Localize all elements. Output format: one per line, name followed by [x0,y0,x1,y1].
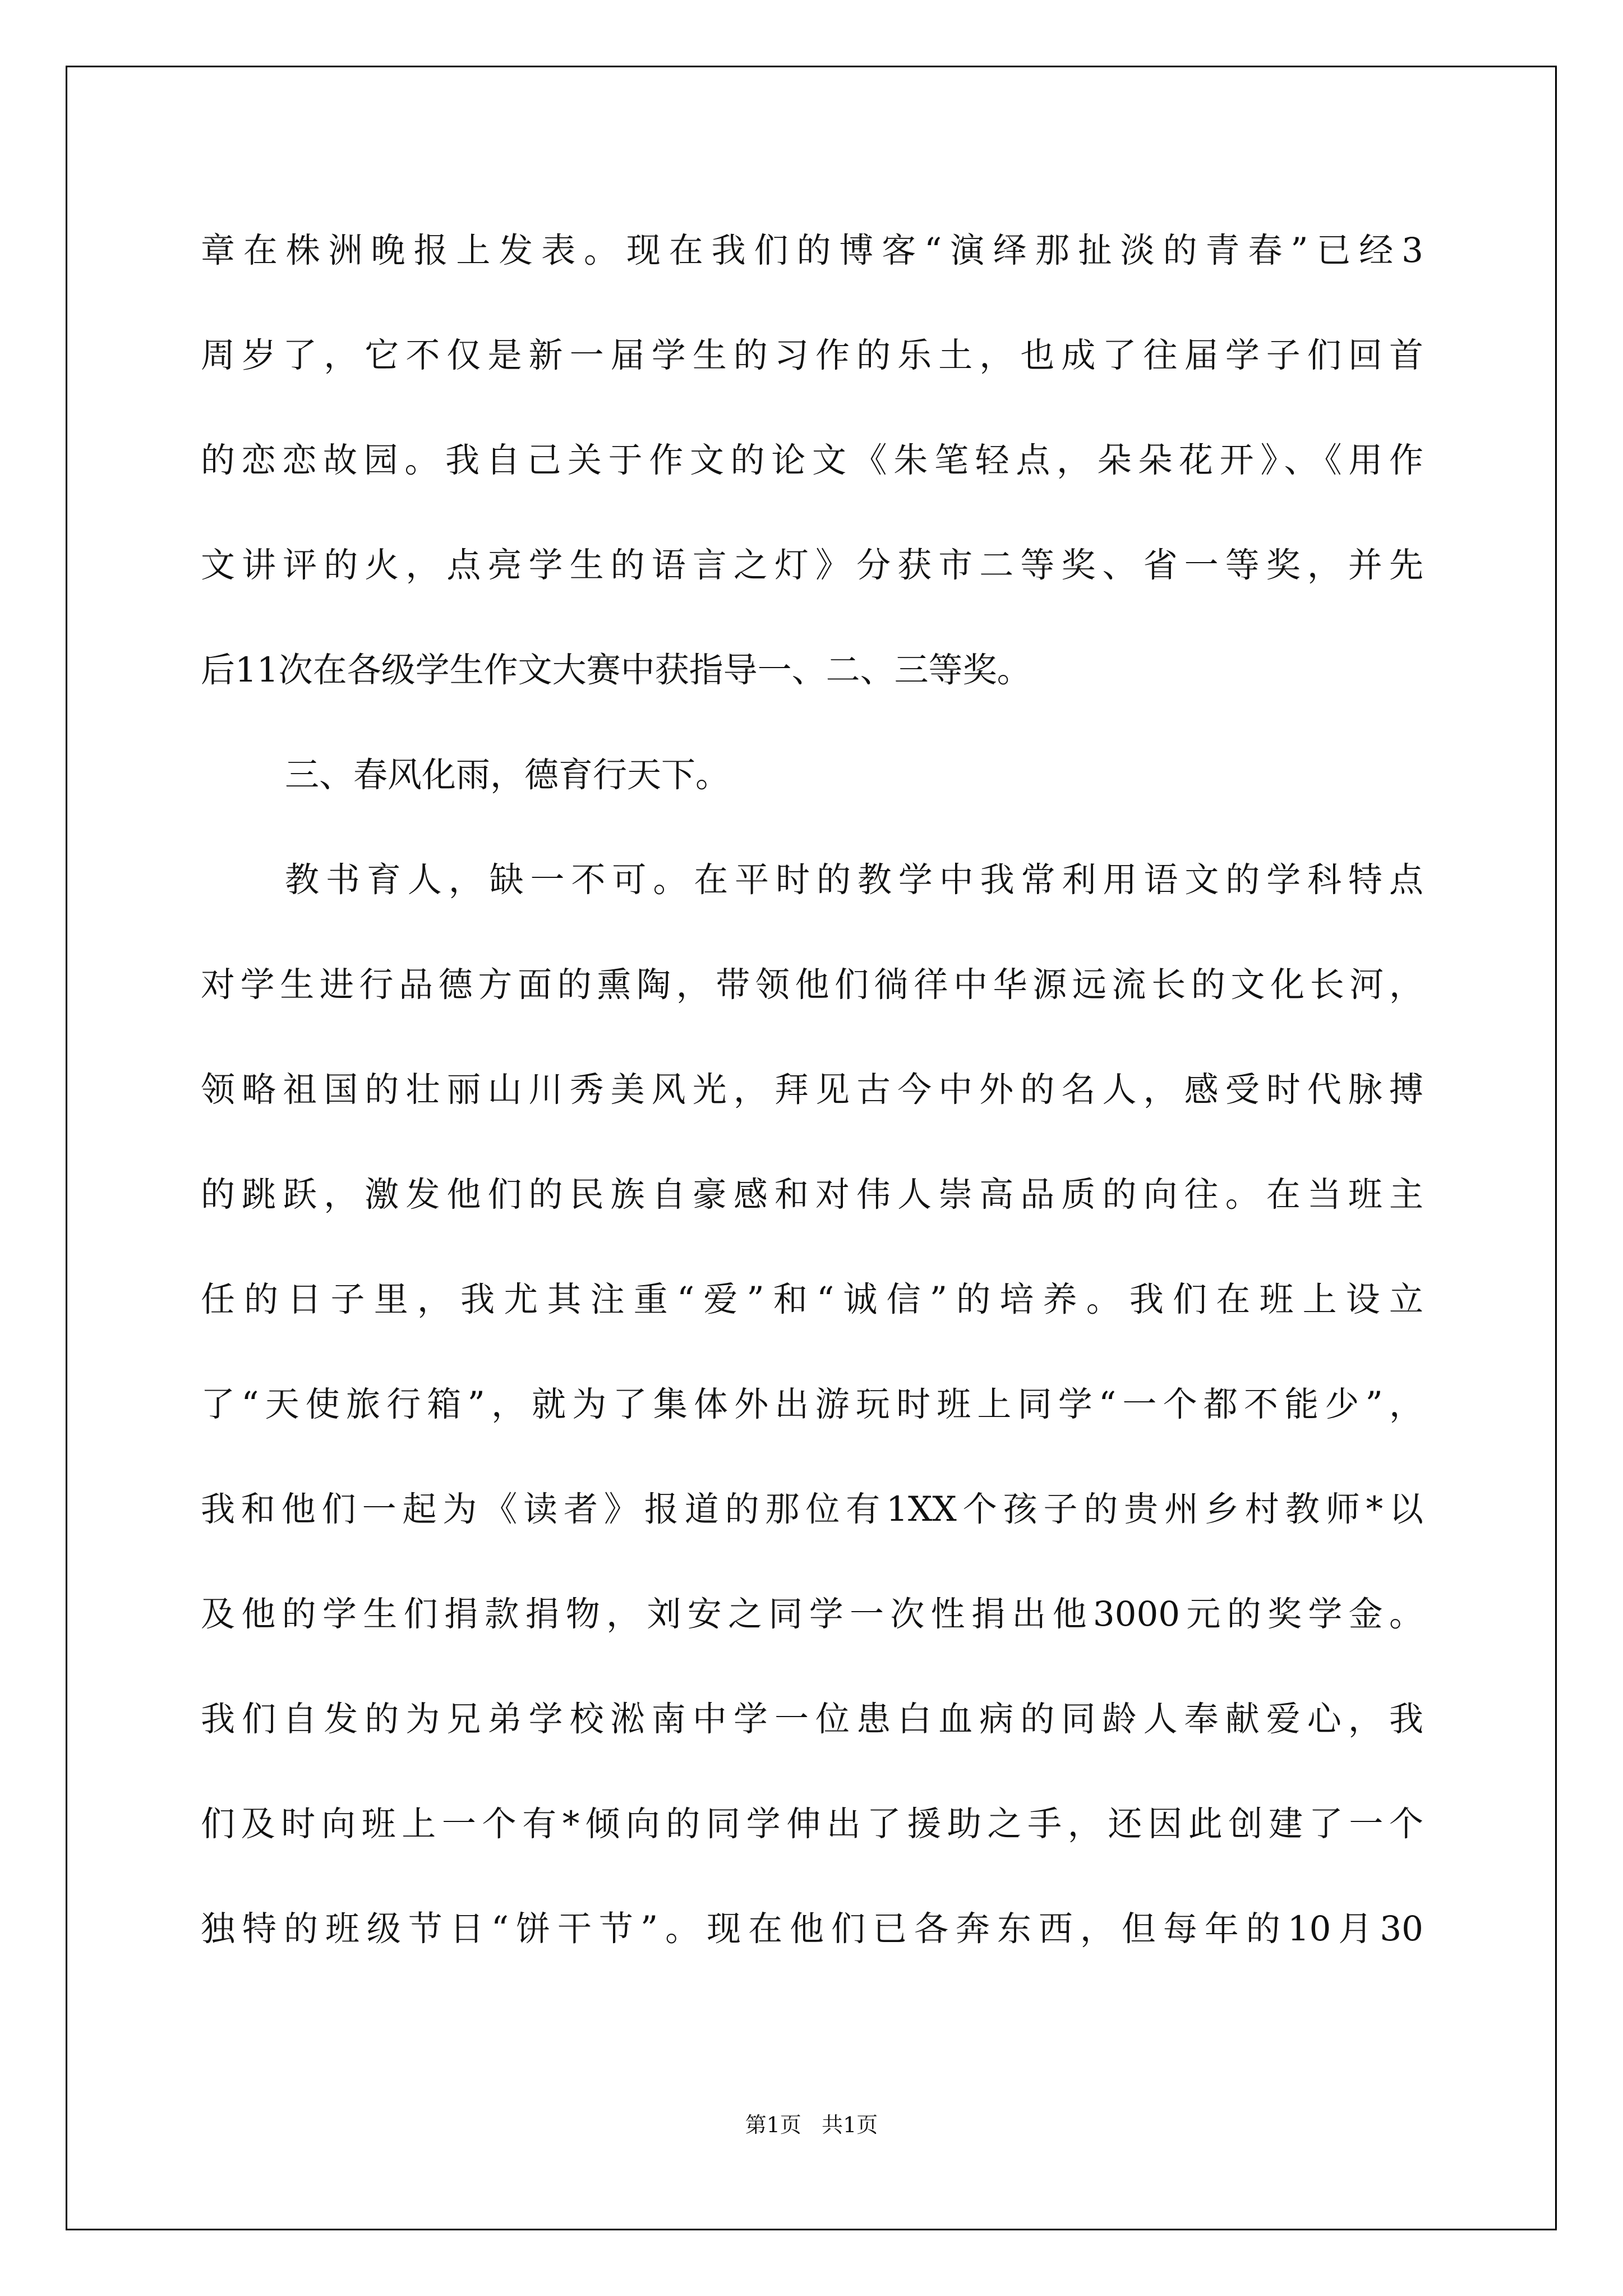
text-line: 后11次在各级学生作文大赛中获指导一、二、三等奖。 [201,650,1031,690]
text-line: 独特的班级节日“饼干节”。现在他们已各奔东西，但每年的10月30 [201,1909,1423,1949]
text-line: 的跳跃，激发他们的民族自豪感和对伟人崇高品质的向往。在当班主 [201,1175,1423,1214]
section-heading: 三、春风化雨，德育行天下。 [285,755,730,795]
text-line: 我和他们一起为《读者》报道的那位有1XX个孩子的贵州乡村教师*以 [201,1489,1423,1529]
text-line: 的恋恋故园。我自己关于作文的论文《朱笔轻点，朵朵花开》、《用作 [201,440,1423,480]
text-line: 文讲评的火，点亮学生的语言之灯》分获市二等奖、省一等奖，并先 [201,545,1423,585]
text-line: 及他的学生们捐款捐物，刘安之同学一次性捐出他3000元的奖学金。 [201,1594,1423,1634]
text-line: 领略祖国的壮丽山川秀美风光，拜见古今中外的名人，感受时代脉搏 [201,1070,1423,1110]
page-border [66,66,1557,2230]
text-line: 对学生进行品德方面的熏陶，带领他们徜徉中华源远流长的文化长河， [201,965,1423,1005]
text-line: 章在株洲晚报上发表。现在我们的博客“演绎那扯淡的青春”已经3 [201,231,1423,270]
text-line: 我们自发的为兄弟学校淞南中学一位患白血病的同龄人奉献爱心，我 [201,1699,1423,1739]
text-line: 了“天使旅行箱”，就为了集体外出游玩时班上同学“一个都不能少”， [201,1384,1423,1424]
text-line: 们及时向班上一个有*倾向的同学伸出了援助之手，还因此创建了一个 [201,1804,1423,1844]
text-line: 周岁了，它不仅是新一届学生的习作的乐土，也成了往届学子们回首 [201,335,1423,375]
text-line: 任的日子里，我尤其注重“爱”和“诚信”的培养。我们在班上设立 [201,1280,1423,1319]
page-footer: 第1页 共1页 [745,2113,878,2137]
text-line: 教书育人，缺一不可。在平时的教学中我常利用语文的学科特点 [285,860,1423,900]
